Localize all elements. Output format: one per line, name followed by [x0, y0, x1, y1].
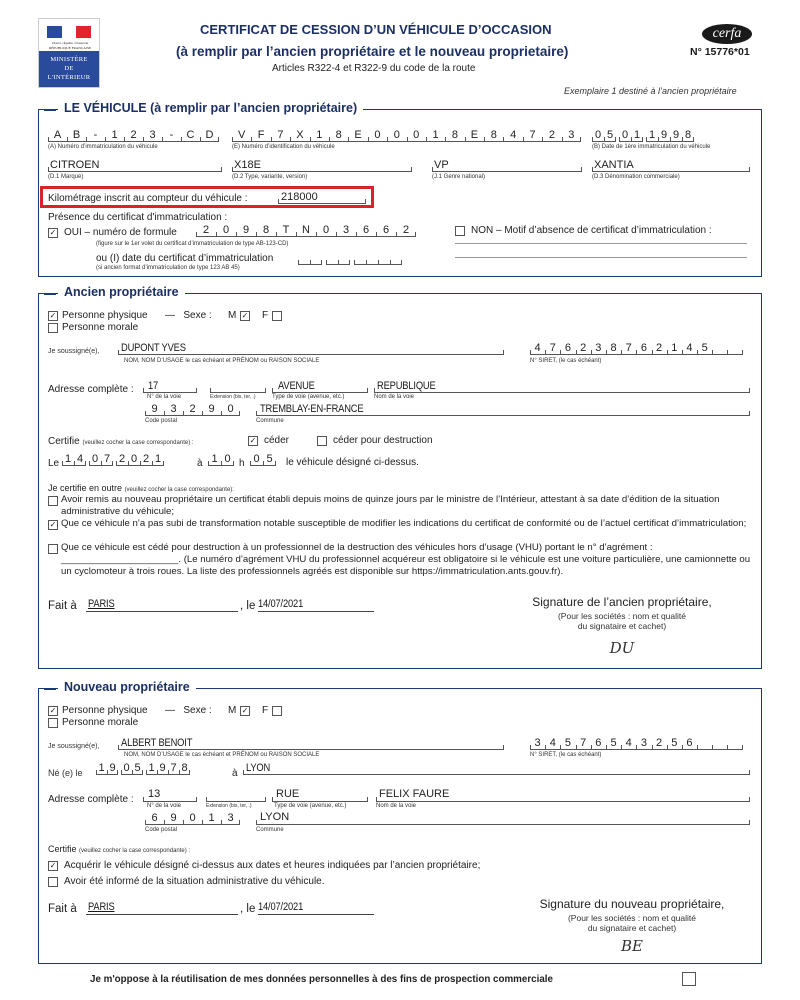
ancien-street-number-label: N° de la voie: [147, 394, 182, 400]
comb-char: 1: [646, 129, 658, 141]
ancien-item-checkbox[interactable]: ✓: [49, 520, 57, 529]
comb-char: 8: [329, 129, 348, 141]
page-subtitle: (à remplir par l’ancien propriétaire et le nouveau proprietaire): [176, 44, 569, 59]
ancien-section-title: Ancien propriétaire: [58, 285, 185, 299]
nouveau-extension-label: Extension (bis, ter, .): [206, 803, 252, 809]
born-date-field[interactable]: [96, 762, 190, 775]
nouveau-personne-physique-label: Personne physique: [62, 705, 148, 716]
comb-char: 2: [124, 129, 143, 141]
comb-char: 9: [670, 129, 682, 141]
comb-char: 0: [183, 812, 202, 824]
cession-minute-field[interactable]: [250, 453, 276, 466]
comb-char: [298, 252, 310, 264]
nouveau-certifie-label: Certifie (veuillez cocher la case correspondante) :: [48, 844, 191, 854]
date-month[interactable]: [326, 252, 350, 265]
ancien-fait-a-field[interactable]: [86, 598, 238, 612]
ancien-name-field[interactable]: [118, 342, 504, 355]
ancien-commune-label: Commune: [256, 418, 284, 424]
ancien-siret-label: N° SIRET, (le cas échéant): [530, 358, 602, 364]
ancien-address-label: Adresse complète :: [48, 384, 134, 395]
nouveau-street-type-field[interactable]: [272, 789, 368, 802]
nouveau-street-type-label: Type de voie (avenue, etc.): [274, 803, 347, 809]
nouveau-street-name-field[interactable]: [376, 789, 750, 802]
ancien-sexe-m-checkbox[interactable]: ✓: [241, 311, 249, 320]
nouveau-street-name-value: FELIX FAURE: [379, 788, 450, 800]
comb-char: 8: [682, 129, 694, 141]
nouveau-siret-field[interactable]: [530, 737, 743, 750]
nouveau-street-type-value: RUE: [276, 788, 300, 800]
nouveau-sexe-f-label: F: [262, 705, 269, 716]
comb-char: 7: [545, 342, 560, 354]
comb-char: 8: [606, 342, 621, 354]
comb-char: 2: [396, 224, 416, 236]
comb-char: 6: [376, 224, 396, 236]
mileage-field[interactable]: [278, 191, 366, 204]
ancien-item-checkbox[interactable]: [48, 496, 58, 506]
nouveau-personne-physique-checkbox[interactable]: ✓: [49, 706, 57, 715]
opposition-checkbox[interactable]: [682, 972, 696, 986]
nouveau-signature-title: Signature du nouveau propriétaire,: [539, 897, 725, 911]
born-a-label: à: [232, 768, 238, 779]
comb-char: 2: [196, 224, 216, 236]
comb-char: V: [232, 129, 251, 141]
comb-char: 2: [652, 737, 667, 749]
genre-value: VP: [434, 159, 449, 171]
comb-char: 1: [105, 129, 124, 141]
nouveau-extension-field[interactable]: [206, 789, 266, 802]
comb-char: 0: [216, 224, 236, 236]
comb-char: E: [465, 129, 484, 141]
comb-char: 6: [682, 737, 697, 749]
comb-char: [378, 252, 390, 264]
comb-char: 3: [591, 342, 606, 354]
ancien-signature-note: (Pour les sociétés : nom et qualité: [557, 611, 687, 621]
mileage-value: 218000: [281, 191, 318, 203]
comb-char: 1: [146, 762, 157, 774]
vin-label: (E) Numéro d’identification du véhicule: [232, 144, 335, 150]
comb-char: 9: [157, 762, 168, 774]
comb-char: 2: [652, 342, 667, 354]
nouveau-personne-morale-label: Personne morale: [62, 717, 139, 728]
nouveau-postal-code-field[interactable]: [145, 812, 240, 825]
comb-char: 9: [202, 403, 221, 415]
oui-checkbox[interactable]: ✓: [49, 228, 57, 237]
comb-char: 1: [310, 129, 329, 141]
ancien-extension-field[interactable]: [210, 380, 266, 393]
comb-char: 1: [152, 453, 164, 465]
comb-char: 2: [576, 342, 591, 354]
comb-char: 4: [74, 453, 86, 465]
ancien-postal-code-field[interactable]: [145, 403, 240, 416]
nouveau-commune-value: LYON: [260, 811, 290, 823]
ancien-fait-a-value: PARIS: [88, 598, 115, 610]
comb-char: [354, 252, 366, 264]
comb-char: 8: [484, 129, 503, 141]
ancien-le-label: Le: [48, 458, 60, 469]
nouveau-name-label: NOM, NOM D’USAGE le cas échéant et PRÉNOM ou RAISON SOCIALE: [124, 752, 320, 758]
nouveau-le2-label: , le: [240, 903, 256, 915]
nouveau-signature-note: (Pour les sociétés : nom et qualité: [567, 913, 697, 923]
logo-ministry: [39, 51, 99, 87]
formula-note: (figure sur le 1er volet du certificat d’immatriculation de type AB-123-CD): [96, 241, 289, 247]
comb-char: [712, 737, 727, 749]
date-month[interactable]: [89, 453, 113, 466]
ministry-line: DE: [64, 65, 74, 72]
comb-char: 4: [503, 129, 522, 141]
nouveau-name-field[interactable]: [118, 737, 504, 750]
ancien-fait-date-value: 14/07/2021: [258, 598, 304, 610]
born-place-value: LYON: [246, 762, 271, 774]
comb-char: 8: [256, 224, 276, 236]
comb-char: 3: [221, 812, 240, 824]
ministere-interieur-logo: [38, 18, 100, 88]
first-registration-label: (B) Date de 1ère immatriculation du véhicule: [592, 144, 711, 150]
ancien-item-checkbox[interactable]: [48, 544, 58, 554]
genre-label: (J.1 Genre national): [432, 174, 486, 180]
first-registration-date-field[interactable]: [592, 129, 694, 142]
non-label: NON – Motif d’absence de certificat d’immatriculation :: [471, 225, 712, 236]
certificate-presence-label: Présence du certificat d'immatriculation :: [48, 212, 228, 223]
exemplaire-note: Exemplaire 1 destiné à l’ancien propriétaire: [564, 86, 737, 96]
cerfa-logo: cerfa: [702, 24, 752, 44]
comb-char: 4: [545, 737, 560, 749]
comb-char: [326, 252, 338, 264]
cerfa-number: N° 15776*01: [690, 46, 750, 58]
date-month[interactable]: [619, 129, 643, 142]
comb-char: 1: [96, 762, 107, 774]
ancien-street-type-label: Type de voie (avenue, etc.): [272, 394, 345, 400]
opposition-label: Je m'oppose à la réutilisation de mes données personnelles à des fins de prospection commerciale: [90, 974, 553, 985]
nouveau-postal-code-label: Code postal: [145, 827, 178, 833]
comb-char: 0: [89, 453, 101, 465]
commercial-name-field[interactable]: [592, 159, 750, 172]
comb-char: 4: [682, 342, 697, 354]
comb-char: C: [181, 129, 200, 141]
comb-char: 4: [621, 737, 636, 749]
date-day[interactable]: [62, 453, 86, 466]
ancien-sexe-m-label: M: [228, 310, 237, 321]
ancien-sexe-f-checkbox[interactable]: [272, 311, 282, 321]
comb-char: 5: [560, 737, 575, 749]
date-month[interactable]: [121, 762, 143, 775]
comb-char: 6: [356, 224, 376, 236]
ministry-line: MINISTÈRE: [50, 56, 88, 63]
comb-char: [390, 252, 402, 264]
comb-char: 1: [208, 453, 221, 465]
comb-char: B: [67, 129, 86, 141]
comb-char: 5: [606, 737, 621, 749]
ancien-soussigne-label: Je soussigné(e),: [48, 348, 100, 355]
comb-char: T: [276, 224, 296, 236]
nouveau-street-number-field[interactable]: [143, 789, 197, 802]
date-year[interactable]: [146, 762, 190, 775]
comb-char: -: [162, 129, 181, 141]
registration-number-label: (A) Numéro d’immatriculation du véhicule: [48, 144, 158, 150]
ancien-item-text: Avoir remis au nouveau propriétaire un certificat établi depuis moins de quinze jours par le ministre de l’Intérieur, attestant à sa date d’édition de la situation administrative du véhicule;: [61, 494, 720, 517]
date-year[interactable]: [354, 252, 402, 265]
nouveau-fait-date-field[interactable]: [258, 901, 374, 915]
date-day[interactable]: [298, 252, 322, 265]
comb-char: 6: [591, 737, 606, 749]
ancien-personne-morale-checkbox[interactable]: [48, 323, 58, 333]
commercial-name-value: XANTIA: [594, 159, 634, 171]
non-motif-line-2[interactable]: [455, 257, 747, 258]
comb-char: 7: [576, 737, 591, 749]
ancien-le2-label: , le: [240, 600, 256, 612]
ancien-extension-label: Extension (bis, ter, .): [210, 394, 256, 400]
comb-char: 3: [530, 737, 545, 749]
comb-char: 3: [636, 737, 651, 749]
nouveau-sexe-f-checkbox[interactable]: [272, 706, 282, 716]
comb-char: N: [296, 224, 316, 236]
comb-char: D: [200, 129, 219, 141]
comb-char: [366, 252, 378, 264]
comb-char: 0: [128, 453, 140, 465]
comb-char: 2: [183, 403, 202, 415]
born-place-field[interactable]: [243, 762, 750, 775]
ancien-street-name-label: Nom de la voie: [374, 394, 415, 400]
comb-char: [727, 342, 742, 354]
nouveau-soussigne-label: Je soussigné(e),: [48, 743, 100, 750]
ancien-h-label: h: [239, 458, 245, 469]
non-motif-line-1[interactable]: [455, 243, 747, 244]
ancien-commune-field[interactable]: [256, 403, 750, 416]
comb-char: 7: [621, 342, 636, 354]
type-label: (D.2 Type, variante, version): [232, 174, 308, 180]
ancien-name-value: DUPONT YVES: [121, 342, 186, 354]
ancien-street-type-value: AVENUE: [278, 380, 315, 392]
comb-char: 7: [523, 129, 542, 141]
comb-char: 2: [140, 453, 152, 465]
formula-number-field[interactable]: [196, 224, 416, 237]
ancien-street-number-field[interactable]: [143, 380, 197, 393]
comb-char: 1: [426, 129, 445, 141]
comb-char: 0: [121, 762, 132, 774]
certificate-date-field[interactable]: [298, 252, 402, 265]
ancien-signature-block: [500, 595, 744, 657]
nouveau-name-value: ALBERT BENOIT: [121, 737, 193, 749]
ancien-postal-code-label: Code postal: [145, 418, 178, 424]
comb-char: 9: [658, 129, 670, 141]
commercial-name-label: (D.3 Dénomination commerciale): [592, 174, 680, 180]
en-outre-label: Je certifie en outre (veuillez cocher la case correspondante):: [48, 483, 234, 493]
ancien-a-label: à: [197, 458, 203, 469]
ancien-personne-physique-checkbox[interactable]: ✓: [49, 311, 57, 320]
comb-char: 0: [250, 453, 263, 465]
comb-char: 7: [168, 762, 179, 774]
comb-char: 3: [143, 129, 162, 141]
nouveau-commune-label: Commune: [256, 827, 284, 833]
comb-char: 9: [164, 812, 183, 824]
registration-number-field[interactable]: [48, 129, 219, 142]
nouveau-street-name-label: Nom de la voie: [376, 803, 417, 809]
comb-char: 3: [336, 224, 356, 236]
type-field[interactable]: [232, 159, 412, 172]
comb-char: 3: [164, 403, 183, 415]
ceder-checkbox[interactable]: ✓: [249, 436, 257, 445]
comb-char: 1: [62, 453, 74, 465]
ancien-name-label: NOM, NOM D’USAGE le cas échéant et PRÉNOM ou RAISON SOCIALE: [124, 358, 320, 364]
nouveau-fait-date-value: 14/07/2021: [258, 901, 304, 913]
comb-char: 1: [631, 129, 643, 141]
articles-reference: Articles R322-4 et R322-9 du code de la route: [272, 63, 476, 74]
comb-char: 0: [316, 224, 336, 236]
date-year[interactable]: [116, 453, 164, 466]
nouveau-fait-a-label: Fait à: [48, 903, 77, 915]
comb-char: 2: [116, 453, 128, 465]
ancien-street-name-field[interactable]: [374, 380, 750, 393]
ancien-personne-physique-label: Personne physique: [62, 310, 148, 321]
nouveau-street-number-value: 13: [148, 788, 161, 800]
brand-value: CITROEN: [50, 159, 100, 171]
ministry-line: L'INTÉRIEUR: [47, 74, 91, 81]
comb-char: 0: [221, 403, 240, 415]
comb-char: 7: [271, 129, 290, 141]
comb-char: X: [290, 129, 309, 141]
vin-field[interactable]: [232, 129, 581, 142]
comb-char: 7: [101, 453, 113, 465]
comb-char: 5: [263, 453, 276, 465]
ancien-street-name-value: REPUBLIQUE: [377, 380, 436, 392]
nouveau-commune-field[interactable]: [256, 812, 750, 825]
comb-char: -: [86, 129, 105, 141]
comb-char: 9: [236, 224, 256, 236]
ancien-personne-morale-label: Personne morale: [62, 322, 139, 333]
comb-char: 9: [145, 403, 164, 415]
certificate-date-label: ou (I) date du certificat d’immatriculation: [96, 253, 274, 264]
marianne-flag-icon: [47, 26, 91, 38]
nouveau-address-label: Adresse complète :: [48, 794, 134, 805]
comb-char: [712, 342, 727, 354]
nouveau-signature[interactable]: BE: [621, 937, 643, 955]
nouveau-personne-morale-checkbox[interactable]: [48, 718, 58, 728]
logo-motto: Liberté • Égalité • Fraternité: [51, 41, 89, 45]
brand-field[interactable]: [48, 159, 222, 172]
nouveau-sexe-m-checkbox[interactable]: ✓: [241, 706, 249, 715]
ancien-signature-note: du signataire et cachet): [577, 621, 667, 631]
ancien-street-number-value: 17: [148, 380, 159, 392]
brand-label: (D.1 Marque): [48, 174, 84, 180]
nouveau-item-checkbox[interactable]: [48, 877, 58, 887]
certificate-date-note: (si ancien format d’immatriculation de type 123 AB 45): [96, 265, 240, 271]
date-day[interactable]: [96, 762, 118, 775]
nouveau-item-text: Avoir été informé de la situation administrative du véhicule.: [64, 876, 325, 887]
vehicle-section-title: LE VÉHICULE (à remplir par l’ancien propriétaire): [58, 101, 363, 115]
comb-char: 6: [560, 342, 575, 354]
born-label: Né (e) le: [48, 768, 83, 778]
comb-char: 0: [387, 129, 406, 141]
type-value: X18E: [234, 159, 261, 171]
ceder-destruction-label: céder pour destruction: [333, 435, 433, 446]
ancien-fait-date-field[interactable]: [258, 598, 374, 612]
non-checkbox[interactable]: [455, 226, 465, 236]
comb-char: 0: [619, 129, 631, 141]
ancien-fait-a-label: Fait à: [48, 600, 77, 612]
comb-char: 6: [636, 342, 651, 354]
date-year[interactable]: [646, 129, 694, 142]
nouveau-street-number-label: N° de la voie: [147, 803, 182, 809]
page-title: CERTIFICAT DE CESSION D’UN VÉHICULE D’OCCASION: [200, 22, 552, 37]
date-day[interactable]: [592, 129, 616, 142]
comb-char: 9: [107, 762, 118, 774]
comb-char: 0: [592, 129, 604, 141]
cession-hour-field[interactable]: [208, 453, 234, 466]
comb-char: A: [48, 129, 67, 141]
cession-date-field[interactable]: [62, 453, 164, 466]
nouveau-item-checkbox[interactable]: ✓: [49, 861, 57, 870]
nouveau-fait-a-field[interactable]: [86, 901, 238, 915]
comb-char: 5: [697, 342, 712, 354]
comb-char: [727, 737, 742, 749]
comb-char: [697, 737, 712, 749]
comb-char: 1: [202, 812, 221, 824]
ancien-signature[interactable]: DU: [609, 639, 635, 657]
nouveau-section-title: Nouveau propriétaire: [58, 680, 196, 694]
nouveau-item-text: Acquérir le véhicule désigné ci-dessus aux dates et heures indiquées par l’ancien propriétaire;: [64, 860, 481, 871]
comb-char: 1: [667, 342, 682, 354]
comb-char: 0: [368, 129, 387, 141]
ancien-street-type-field[interactable]: [272, 380, 368, 393]
ceder-destruction-checkbox[interactable]: [317, 436, 327, 446]
ancien-sexe-f-label: F: [262, 310, 269, 321]
ceder-label: céder: [264, 435, 290, 446]
logo-republic: RÉPUBLIQUE FRANÇAISE: [48, 46, 92, 50]
nouveau-sexe-label: — Sexe :: [165, 705, 212, 716]
oui-label: OUI – numéro de formule: [64, 227, 177, 238]
comb-char: 6: [145, 812, 164, 824]
ancien-item-text: Que ce véhicule est cédé pour destruction à un professionnel de la destruction des véhicules hors d’usage (VHU) portant le n° d’agrément : ______________________. (Le numéro d’agrément VHU du professionnel acquéreur est obligatoire si le véhicule est une voiture particulière, une camionnette ou un cyclomoteur à trois roues. La liste des professionnels agréés est disponible sur https://immatriculation.ants.gouv.fr).: [61, 542, 751, 577]
ancien-item-text: Que ce véhicule n’a pas subi de transformation notable susceptible de modifier les indications du certificat de conformité ou de l’actuel certificat d’immatriculation;: [61, 518, 747, 529]
ancien-commune-value: TREMBLAY-EN-FRANCE: [260, 403, 364, 415]
nouveau-signature-block: [510, 897, 754, 955]
ancien-signature-title: Signature de l’ancien propriétaire,: [532, 595, 712, 609]
comb-char: F: [251, 129, 270, 141]
designated-label: le véhicule désigné ci-dessus.: [286, 457, 419, 468]
comb-char: 0: [221, 453, 234, 465]
comb-char: 5: [667, 737, 682, 749]
comb-char: 8: [179, 762, 190, 774]
comb-char: 0: [407, 129, 426, 141]
comb-char: 8: [445, 129, 464, 141]
ancien-siret-field[interactable]: [530, 342, 743, 355]
nouveau-sexe-m-label: M: [228, 705, 237, 716]
genre-field[interactable]: [432, 159, 582, 172]
ancien-sexe-label: — Sexe :: [165, 310, 212, 321]
mileage-label: Kilométrage inscrit au compteur du véhicule :: [48, 193, 248, 204]
comb-char: 2: [542, 129, 561, 141]
comb-char: 5: [132, 762, 143, 774]
comb-char: 5: [604, 129, 616, 141]
nouveau-fait-a-value: PARIS: [88, 901, 115, 913]
comb-char: [338, 252, 350, 264]
comb-char: [310, 252, 322, 264]
ancien-certifie-label: Certifie (veuillez cocher la case correspondante) :: [48, 436, 194, 447]
nouveau-signature-note: du signataire et cachet): [587, 923, 677, 933]
nouveau-siret-label: N° SIRET, (le cas échéant): [530, 752, 602, 758]
comb-char: E: [348, 129, 367, 141]
comb-char: 3: [562, 129, 581, 141]
comb-char: 4: [530, 342, 545, 354]
